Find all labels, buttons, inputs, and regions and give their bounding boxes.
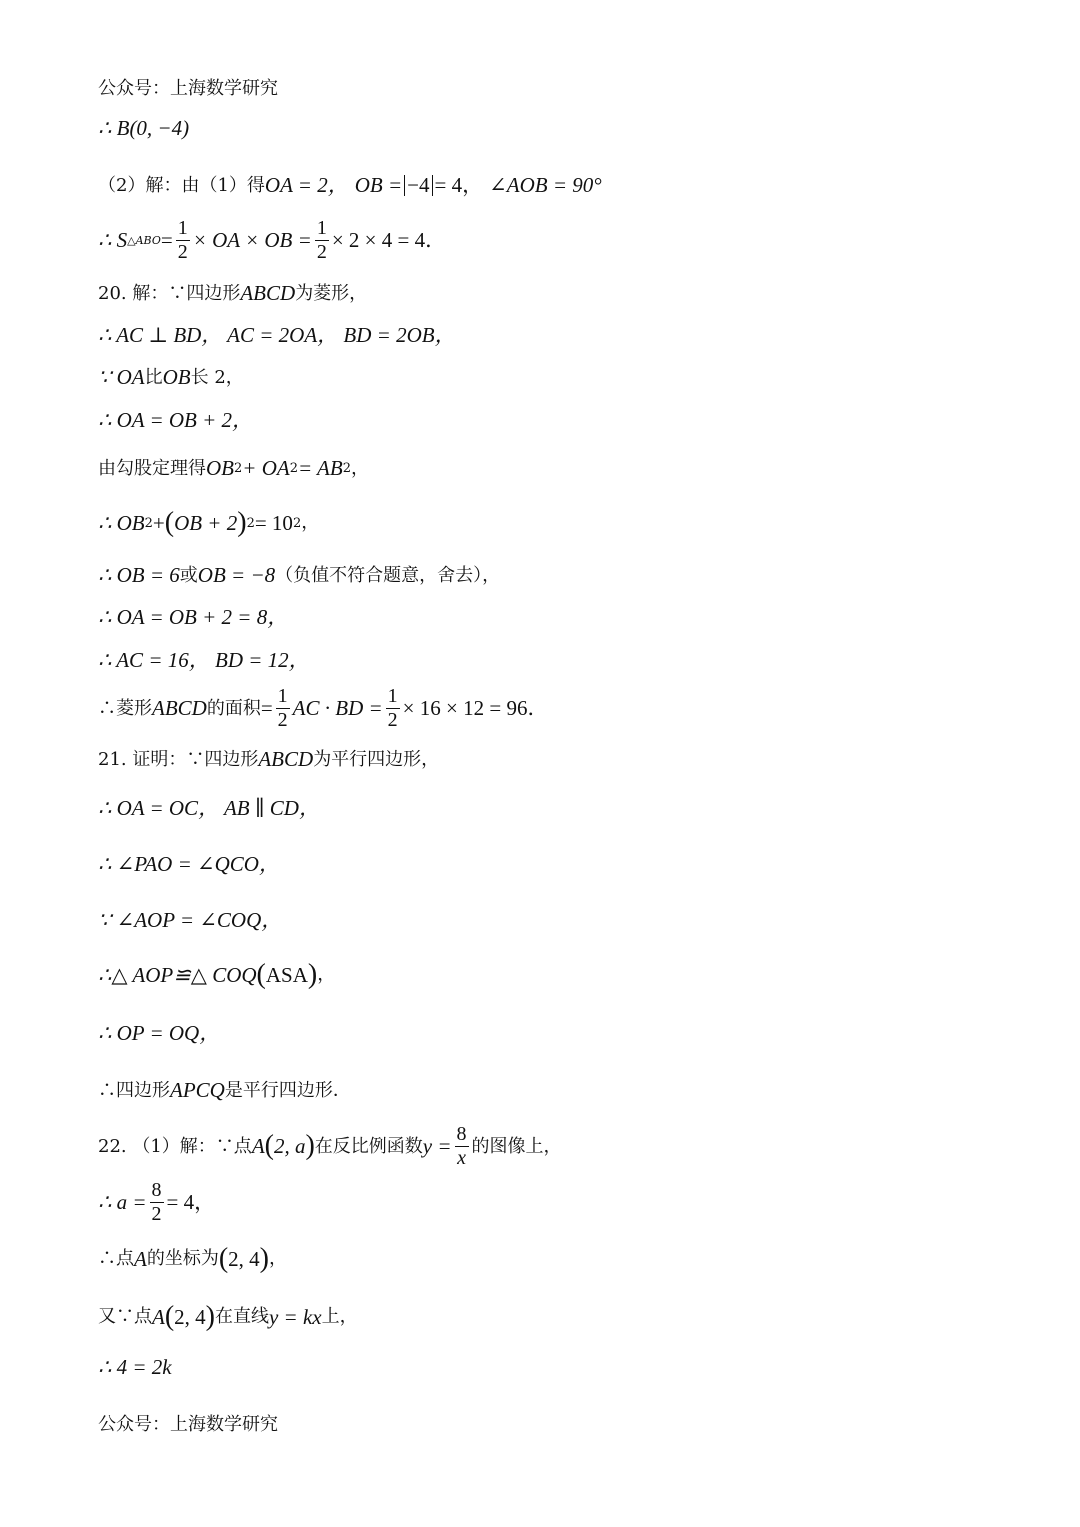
line-area-abo: ∴ S △ABO = $\frac{1}{2}$ × OA × OB = $\frac{1}{2}$ × 2 × 4 = 4． — [98, 217, 447, 263]
header-watermark — [98, 80, 278, 98]
fraction-half: $\frac{1}{2}$ — [177, 217, 188, 263]
fraction-half: $\frac{1}{2}$ — [387, 685, 398, 731]
fraction-8-over-x: $\frac{8}{x}$ — [456, 1123, 467, 1169]
line-angle-aop: ∵ ∠AOP = ∠COQ， — [98, 908, 283, 932]
line-q22-start: 22. （1）解：∵点 A ( 2, a ) 在反比例函数 y = $\frac{8}{x}$ 的图像上， — [98, 1123, 562, 1169]
header-text: 公众号：上海数学研究 — [98, 78, 278, 99]
line-apcq: ∴四边形 APCQ 是平行四边形． — [98, 1078, 351, 1102]
fraction-8-over-2: $\frac{8}{2}$ — [151, 1179, 162, 1225]
line-point-a: ∴点 A 的坐标为 ( 2, 4 ) ， — [98, 1243, 287, 1274]
line-oa-value: ∴ OA = OB + 2 = 8， — [98, 605, 289, 629]
line-oa-longer: ∵ OA 比 OB 长 2， — [98, 365, 244, 389]
line-on-line: 又∵点 A ( 2, 4 ) 在直线 y = kx 上， — [98, 1301, 358, 1332]
line-equation: ∴ OB 2 + ( OB + 2 ) 2 = 10 2 ， — [98, 507, 320, 538]
footer-text: 公众号：上海数学研究 — [98, 1414, 278, 1435]
line-ac-bd: ∴ AC = 16， BD = 12， — [98, 648, 310, 672]
line-congruent: ∴△ AOP≌△ COQ ( ASA ) ， — [98, 959, 336, 990]
line-diagonals: ∴ AC ⊥ BD， AC = 2OA， BD = 2OB， — [98, 323, 456, 347]
fraction-half: $\frac{1}{2}$ — [277, 685, 288, 731]
line-ob-solution: ∴ OB = 6 或 OB = −8 （负值不符合题意，舍去）， — [98, 563, 501, 587]
line-a-value: ∴ a = $\frac{8}{2}$ = 4， — [98, 1179, 216, 1225]
line-rhombus-area: ∴菱形 ABCD 的面积 = $\frac{1}{2}$ AC · BD = $\frac{1}{2}$ × 16 × 12 = 96． — [98, 685, 549, 731]
footer-watermark — [98, 1416, 278, 1434]
line-q20-start: 20. 解：∵四边形 ABCD 为菱形， — [98, 281, 368, 305]
line-oa-oc: ∴ OA = OC， AB ∥ CD， — [98, 796, 320, 820]
line-oa-eq: ∴ OA = OB + 2， — [98, 408, 254, 432]
line-op-oq: ∴ OP = OQ， — [98, 1021, 221, 1045]
fraction-half: $\frac{1}{2}$ — [316, 217, 327, 263]
line-b-coordinate: ∴ B(0, −4) — [98, 116, 190, 140]
line-k-equation: ∴ 4 = 2k — [98, 1355, 172, 1379]
line-angle-pao: ∴ ∠PAO = ∠QCO， — [98, 852, 280, 876]
line-part2-given: （2）解：由（1）得 OA = 2， OB = −4 = 4， ∠AOB = 90° — [98, 173, 602, 197]
line-pythagoras: 由勾股定理得 OB 2 + OA 2 = AB 2 ， — [98, 456, 369, 480]
line-q21-start: 21. 证明：∵四边形 ABCD 为平行四边形， — [98, 747, 440, 771]
